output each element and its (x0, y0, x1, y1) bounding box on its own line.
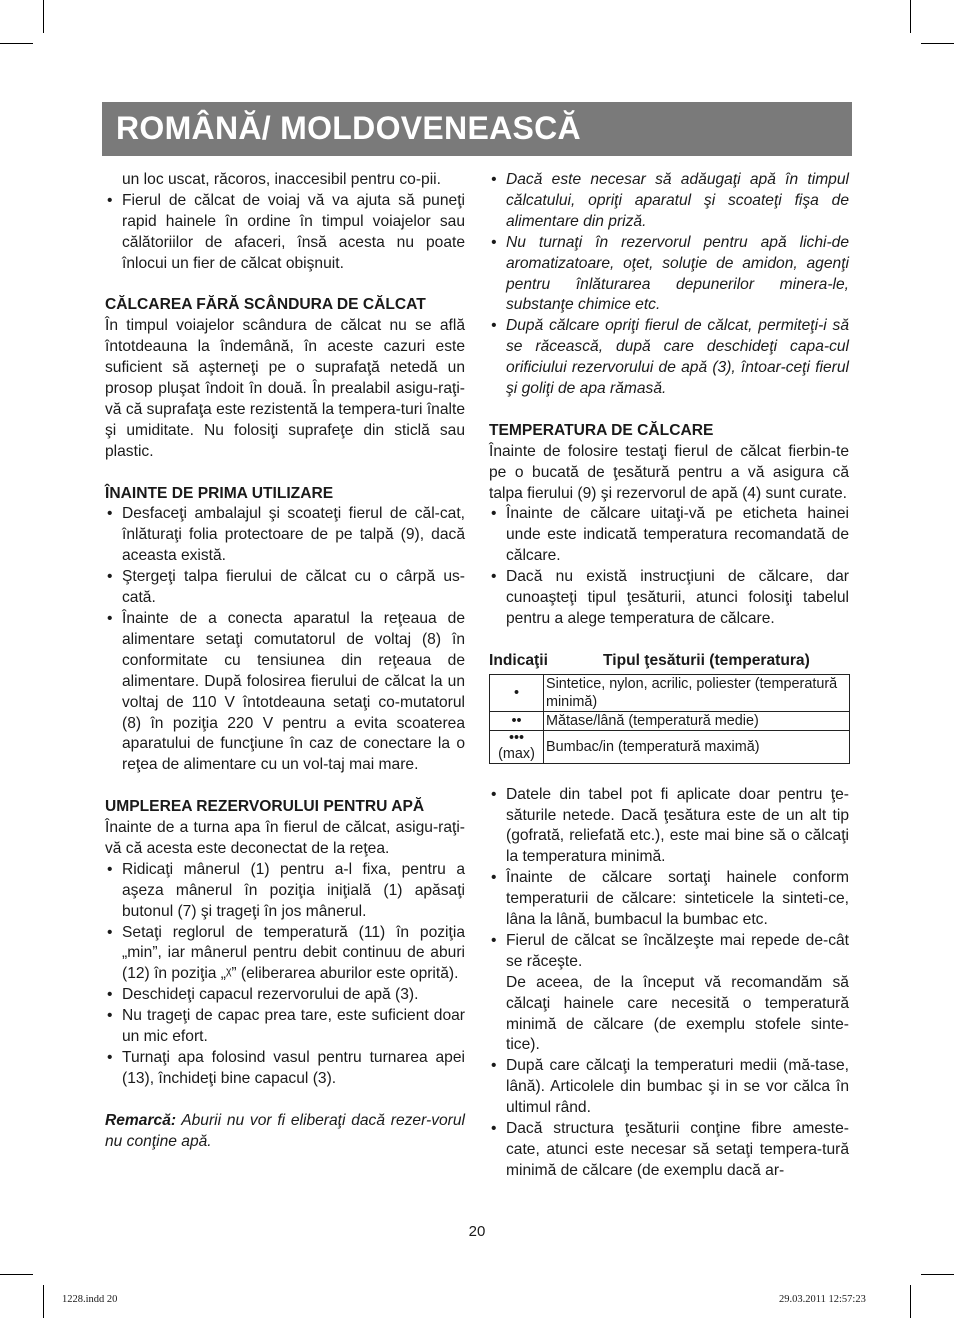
section-text: Înainte de folosire testaţi fierul de călcat fierbin-te pe o bucată de ţesătură pentru a vă asigura că talpa fierului (9) şi rezervorul de apă (4) sunt curate. (489, 442, 849, 502)
list-item: • Înainte de călcare sortaţi hainele conform temperaturii de călcare: sinteticele la sinteti-ce, lâna la lână, bumbacul la bumbac etc. (489, 868, 849, 931)
list-item: • Datele din tabel pot fi aplicate doar pentru ţe-săturile netede. Dacă ţesătura este de un alt tip (gofrată, reliefată etc.), este mai bine să o călcaţi la temperatura minimă. (489, 785, 849, 869)
section-heading: ÎNAINTE DE PRIMA UTILIZARE (105, 484, 334, 502)
crop-mark (0, 1274, 33, 1275)
list-item: • Nu trageţi de capac prea tare, este suficient doar un mic efort. (105, 1006, 465, 1048)
table-header (489, 651, 849, 672)
intro-list (105, 191, 465, 275)
remark-note (105, 1111, 465, 1153)
crop-mark (910, 1285, 911, 1318)
list-item: • Desfaceţi ambalajul şi scoateţi fierul de căl-cat, înlăturaţi folia protectoare de pe talpă (9), dacă aceasta există. (105, 504, 465, 567)
table-row (490, 674, 850, 711)
list-item: • Dacă este necesar să adăugaţi apă în timpul călcatului, opriţi aparatul şi scoateţi fişa de alimentare din priză. (489, 170, 849, 233)
crop-mark (921, 1274, 954, 1275)
section-text: Înainte de a turna apa în fierul de călcat, asigu-raţi-vă că acesta este deconectat de la reţea. (105, 819, 465, 857)
crop-mark (43, 1285, 44, 1318)
table-cell-indicator: • (490, 674, 544, 711)
table-row (490, 711, 850, 730)
ironing-tips-list-2 (489, 1056, 849, 1181)
remark-text: Aburii nu vor fi eliberaţi dacă rezer-vorul nu conţine apă. (105, 1111, 465, 1150)
remark-label: Remarcă: (105, 1111, 177, 1129)
temperature-list (489, 504, 849, 629)
language-banner (102, 102, 852, 156)
list-item: • Fierul de călcat se încălzeşte mai repede de-cât se răceşte. (489, 931, 849, 973)
right-column (489, 170, 849, 1182)
table-cell-fabric: Sintetice, nylon, acrilic, poliester (temperatură minimă) (544, 674, 850, 711)
list-item: • După călcare opriţi fierul de călcat, permiteţi-i să se răcească, după care deschideţi capa-cul orificiului rezervorului de apă (3), întoar-ceţi fierul şi goliţi de apa rămasă. (489, 316, 849, 400)
crop-mark (43, 0, 44, 33)
table-header-fabric: Tipul ţesăturii (temperatura) (603, 651, 810, 669)
list-item: • Setaţi reglorul de temperatură (11) în poziţia „min”, iar mânerul pentru debit continuu de aburi (12) în poziţia „ᵡ” (eliberarea aburilor este oprită). (105, 923, 465, 986)
list-item: • Ştergeţi talpa fierului de călcat cu o cârpă us-cată. (105, 567, 465, 609)
table-row (490, 730, 850, 763)
list-item: • Înainte de călcare uitaţi-vă pe eticheta hainei unde este indicată temperatura recomandată de călcare. (489, 504, 849, 567)
table-cell-indicator: •• (490, 711, 544, 730)
filling-list (105, 860, 465, 1090)
list-item: • Dacă structura ţesăturii conţine fibre ameste-cate, atunci este necesar să setaţi tempera-tură minimă de călcare (de exemplu dacă ar- (489, 1119, 849, 1182)
table-cell-fabric: Mătase/lână (temperatură medie) (544, 711, 850, 730)
intro-text: un loc uscat, răcoros, inaccesibil pentru co-pii. (122, 171, 441, 188)
list-item: • Fierul de călcat de voiaj vă va ajuta să puneţi rapid hainele în ordine în timpul voiajelor sau călătoriilor de afaceri, însă acesta nu poate înlocui un fier de călcat obişnuit. (105, 191, 465, 275)
list-item: • Nu turnaţi în rezervorul pentru apă lichi-de aromatizatoare, oţet, soluţie de amidon, agenţi pentru înlăturarea depunerilor minera-le, substanţe chimice etc. (489, 233, 849, 317)
list-item: • Înainte de a conecta aparatul la reţeaua de alimentare setaţi comutatorul de voltaj (8) în conformitate cu tensiunea din reţeaua de alimentare. După folosirea fierului de călcat la un voltaj de 110 V întotdeauna setaţi co-mutatorul (8) în poziţia 220 V pentru a evita scoaterea aparatului de funcţiune în caz de conectare la o reţea de alimentare cu un vol-taj mai mare. (105, 609, 465, 776)
table-header-indications: Indicaţii (489, 651, 548, 669)
list-item: • Ridicaţi mânerul (1) pentru a-l fixa, pentru a aşeza mânerul în poziţia iniţială (1) apăsaţi butonul (7) şi trageţi în jos mânerul. (105, 860, 465, 923)
print-slug-file: 1228.indd 20 (62, 1294, 118, 1305)
section-heading: TEMPERATURA DE CĂLCARE (489, 421, 714, 439)
crop-mark (921, 43, 954, 44)
page-title: ROMÂNĂ/ MOLDOVENEASCĂ (116, 110, 581, 146)
section-heading: CĂLCAREA FĂRĂ SCÂNDURA DE CĂLCAT (105, 296, 426, 314)
left-column (105, 170, 465, 1153)
list-item: • Turnaţi apa folosind vasul pentru turnarea apei (13), închideţi bine capacul (3). (105, 1048, 465, 1090)
first-use-list (105, 504, 465, 776)
section-heading: UMPLEREA REZERVORULUI PENTRU APĂ (105, 798, 425, 816)
italic-warning-list (489, 170, 849, 400)
list-item: • Dacă nu există instrucţiuni de călcare, dar cunoaşteţi tipul ţesăturii, atunci folosiţi tabelul pentru a alege temperatura de călcare. (489, 567, 849, 630)
list-item: • După care călcaţi la temperaturi medii (mă-tase, lână). Articolele din bumbac şi in se vor călca în ultimul rând. (489, 1056, 849, 1119)
list-item-continuation: De aceea, de la început vă recomandăm să călcaţi hainele care necesită o temperatură minimă de călcare (de exemplu stofele sinte-tice). (506, 973, 849, 1054)
print-slug-timestamp: 29.03.2011 12:57:23 (779, 1294, 866, 1305)
list-item: • Deschideţi capacul rezervorului de apă (3). (105, 985, 465, 1006)
page-number: 20 (468, 1223, 486, 1240)
ironing-tips-list (489, 785, 849, 973)
table-cell-fabric: Bumbac/in (temperatură maximă) (544, 730, 850, 763)
table-cell-indicator: ••• (max) (490, 730, 544, 763)
temperature-table (489, 674, 850, 764)
crop-mark (0, 43, 33, 44)
section-text: În timpul voiajelor scândura de călcat nu se află întotdeauna la îndemână, în aceste cazuri este suficient să aşterneţi pe o suprafaţă netedă un prosop pluşat îndoit în două. În prealabil asigu-raţi-vă că suprafaţa este rezistentă la tempera-turi înalte şi umiditate. Nu folosiţi suprafeţe din sticlă sau plastic. (105, 317, 465, 460)
crop-mark (910, 0, 911, 33)
